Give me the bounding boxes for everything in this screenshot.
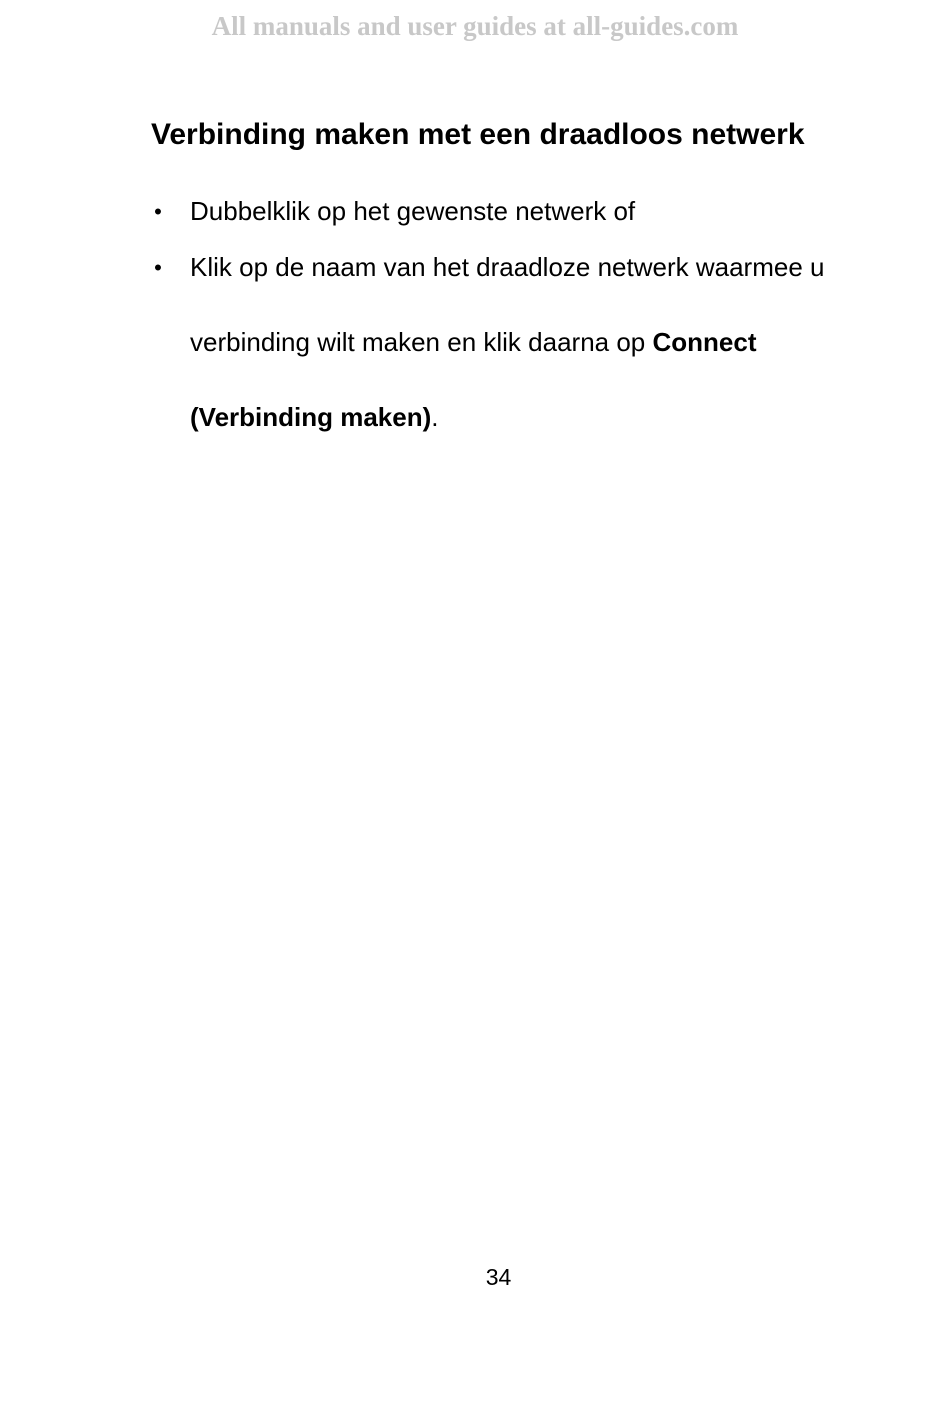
list-item-text: Dubbelklik op het gewenste netwerk of — [190, 196, 636, 226]
connect-button-label: Connect (Verbinding maken) — [190, 327, 757, 432]
page-number: 34 — [485, 1264, 512, 1290]
instruction-list — [151, 192, 871, 455]
list-item-suffix: . — [431, 402, 439, 432]
list-item-text: Klik op de naam van het draadloze netwerk waarmee u verbinding wilt maken en klik daarna op — [190, 252, 825, 357]
bullet-icon: • — [154, 255, 162, 280]
watermark-text: All manuals and user guides at all-guides.com — [211, 11, 739, 41]
section-heading: Verbinding maken met een draadloos netwerk — [151, 118, 805, 151]
bullet-icon: • — [154, 199, 162, 224]
list-item — [151, 230, 871, 455]
